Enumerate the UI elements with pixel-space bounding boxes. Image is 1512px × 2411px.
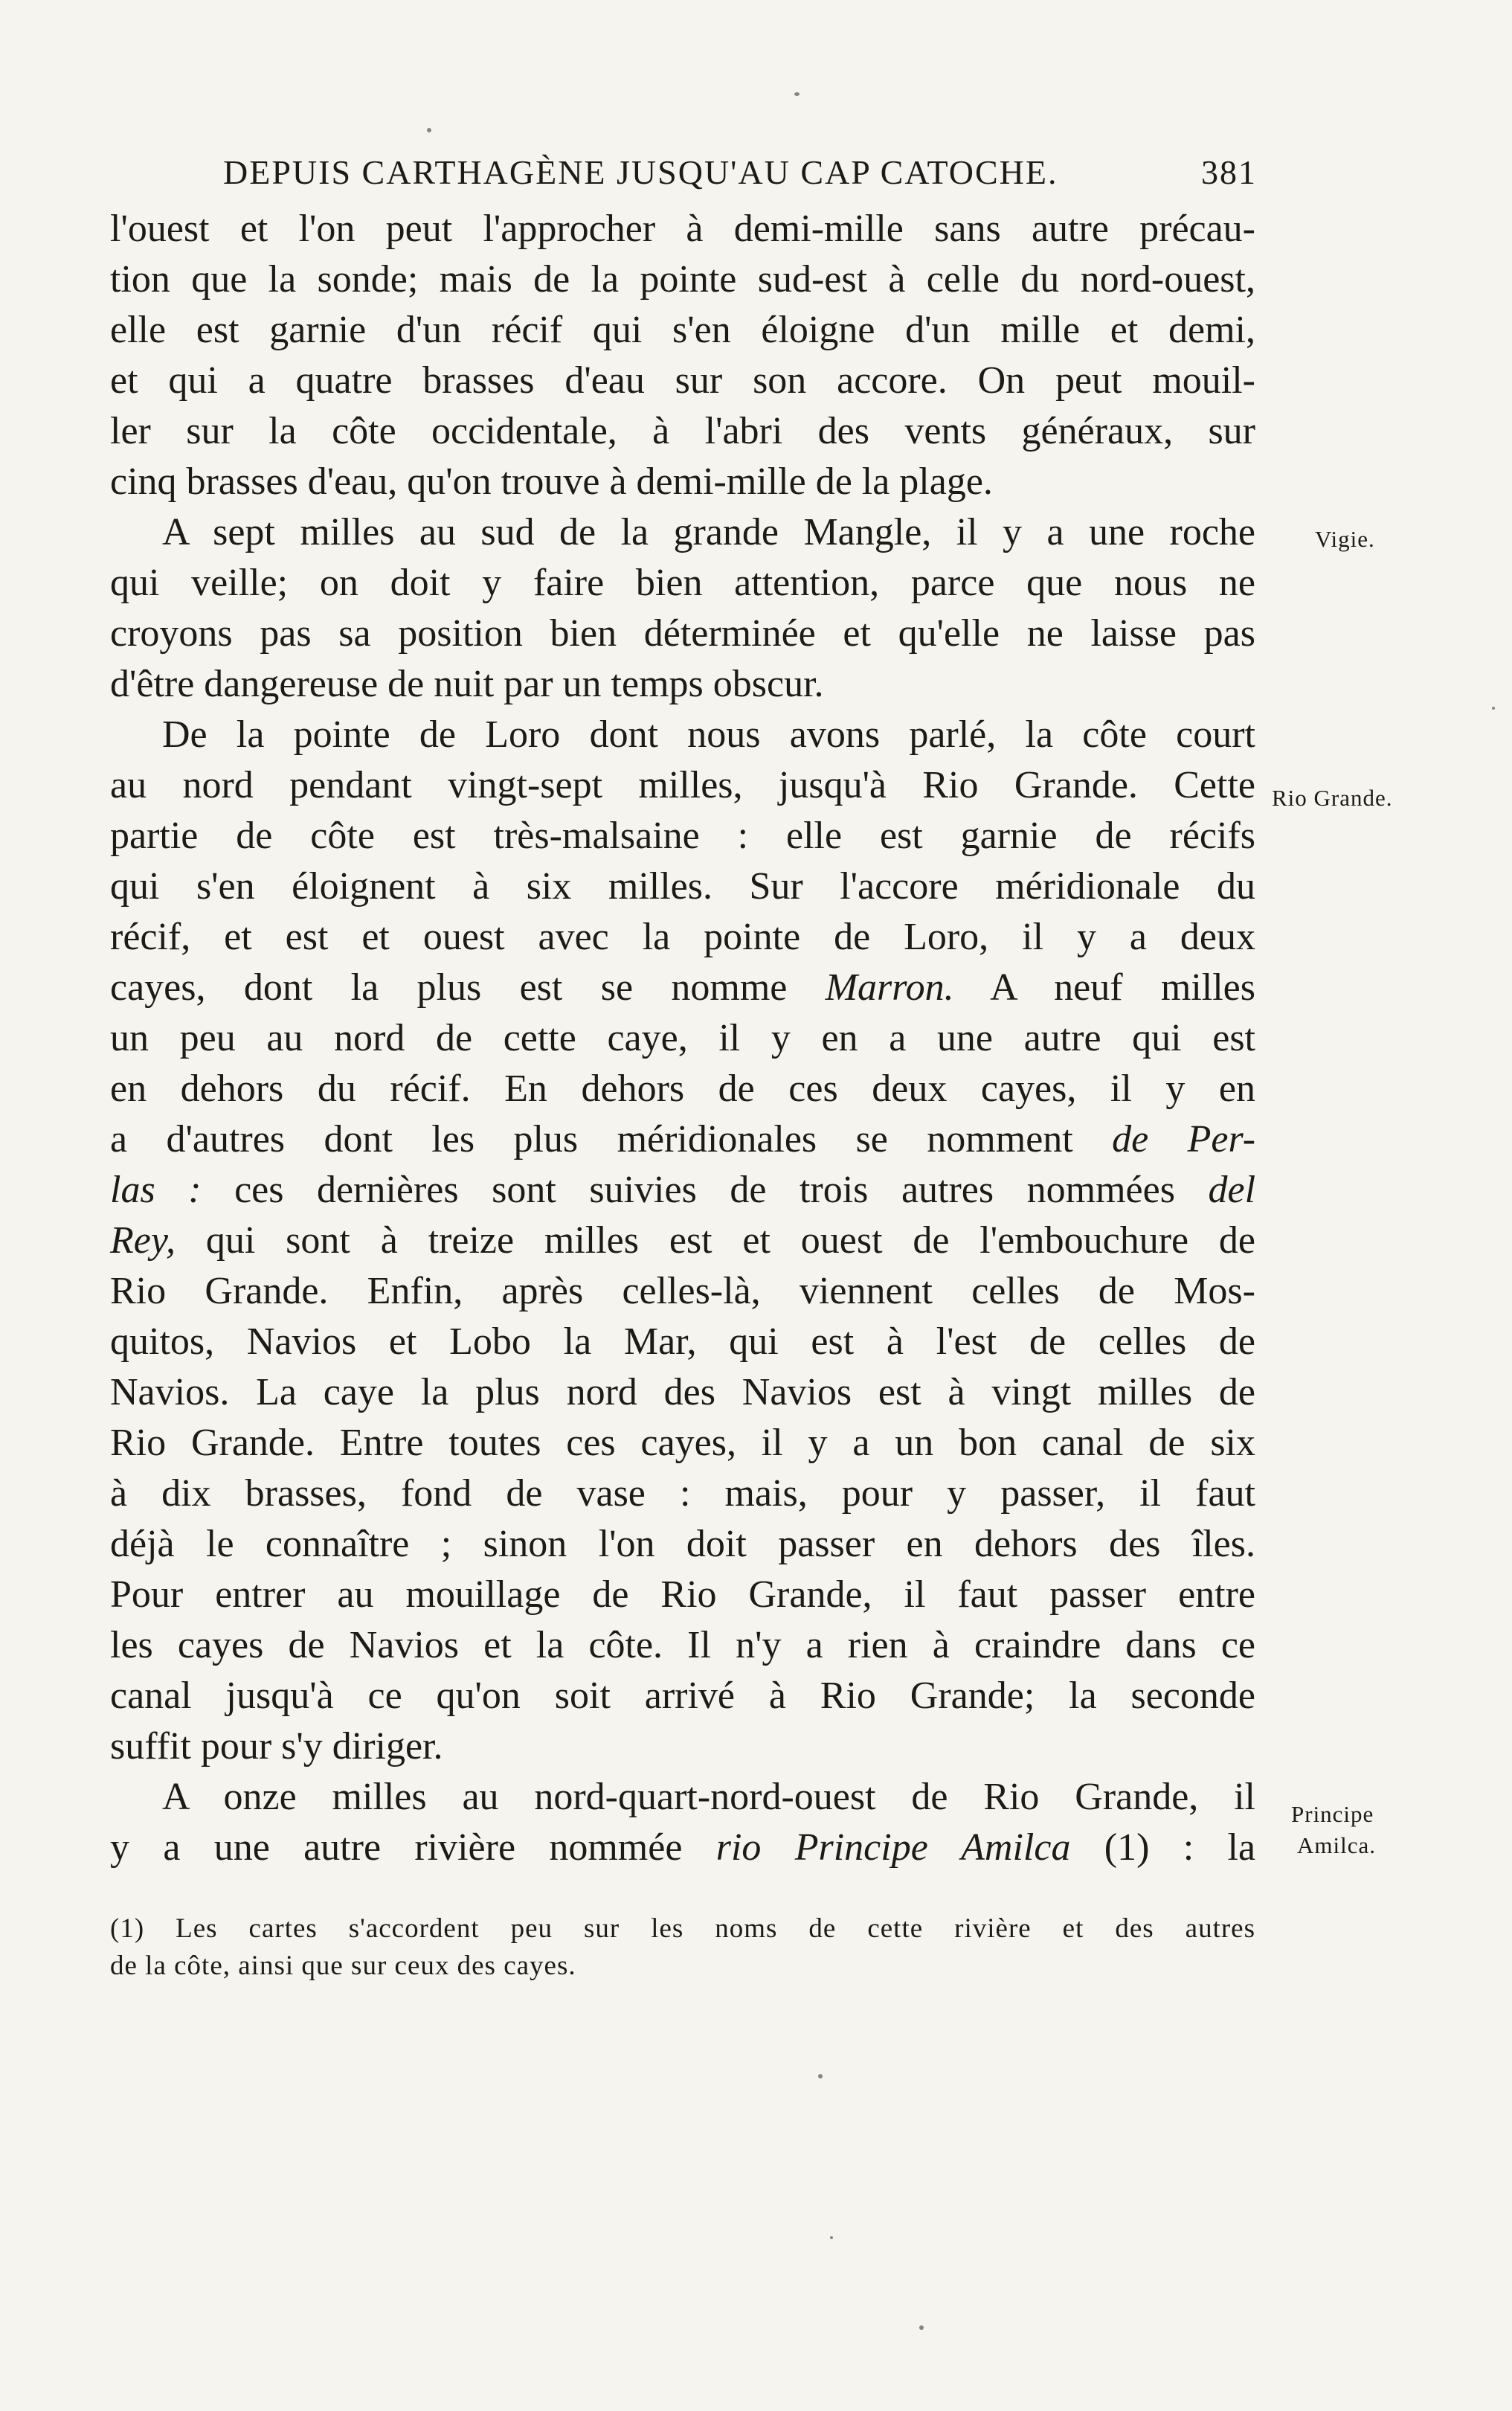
- page-number: 381: [1201, 153, 1257, 191]
- text-line: canal jusqu'à ce qu'on soit arrivé à Rio Grande; la seconde: [110, 1675, 1255, 1717]
- italic-name: Rey,: [110, 1219, 176, 1262]
- footnote-line: (1) Les cartes s'accordent peu sur les noms de cette rivière et des autres: [110, 1913, 1255, 1944]
- text-line: et qui a quatre brasses d'eau sur son accore. On peut mouil-: [110, 359, 1255, 402]
- text-line: [110, 1165, 1255, 1216]
- text-line: Pour entrer au mouillage de Rio Grande, il faut passer entre: [110, 1573, 1255, 1616]
- italic-name: rio Principe Amilca: [715, 1826, 1071, 1869]
- text-segment: a d'autres dont les plus méridionales se nomment: [110, 1118, 1073, 1160]
- text-segment: ces dernières sont suivies de trois autres nommées: [234, 1169, 1175, 1211]
- text-line: les cayes de Navios et la côte. Il n'y a rien à craindre dans ce: [110, 1624, 1255, 1666]
- paper-speck: [1492, 707, 1495, 710]
- text-line: [110, 963, 1255, 1013]
- text-line: d'être dangereuse de nuit par un temps obscur.: [110, 663, 824, 705]
- text-line: A sept milles au sud de la grande Mangle, il y a une roche: [162, 511, 1255, 553]
- paper-speck: [919, 2325, 924, 2330]
- text-line: récif, et est et ouest avec la pointe de Loro, il y a deux: [110, 916, 1255, 958]
- text-line: [110, 1823, 1255, 1873]
- footnote: [110, 1910, 1255, 1985]
- text-line: elle est garnie d'un récif qui s'en éloigne d'un mille et demi,: [110, 309, 1255, 351]
- paper-speck: [830, 2236, 833, 2239]
- italic-name: del: [1208, 1169, 1256, 1211]
- text-line: Rio Grande. Enfin, après celles-là, viennent celles de Mos-: [110, 1270, 1255, 1312]
- margin-note-amilca: Amilca.: [1297, 1832, 1376, 1858]
- paper-speck: [794, 92, 800, 96]
- text-line: qui veille; on doit y faire bien attention, parce que nous ne: [110, 562, 1255, 604]
- text-segment: cayes, dont la plus est se nomme: [110, 966, 788, 1009]
- running-title: DEPUIS CARTHAGÈNE JUSQU'AU CAP CATOCHE.: [223, 153, 1058, 191]
- text-segment: y a une autre rivière nommée: [110, 1826, 683, 1869]
- text-line: croyons pas sa position bien déterminée et qu'elle ne laisse pas: [110, 612, 1255, 655]
- text-line: suffit pour s'y diriger.: [110, 1725, 443, 1768]
- text-line: partie de côte est très-malsaine : elle est garnie de récifs: [110, 815, 1255, 857]
- text-line: ler sur la côte occidentale, à l'abri des vents généraux, sur: [110, 410, 1255, 452]
- margin-note-vigie: Vigie.: [1315, 526, 1375, 552]
- text-line: déjà le connaître ; sinon l'on doit passer en dehors des îles.: [110, 1523, 1255, 1565]
- text-segment: A neuf milles: [990, 966, 1256, 1009]
- paper-speck: [427, 128, 431, 132]
- text-segment: qui sont à treize milles est et ouest de l'embouchure de: [205, 1219, 1256, 1262]
- text-line: qui s'en éloignent à six milles. Sur l'accore méridionale du: [110, 865, 1255, 908]
- text-line: Rio Grande. Entre toutes ces cayes, il y a un bon canal de six: [110, 1422, 1255, 1464]
- paper-speck: [818, 2074, 823, 2078]
- text-line: tion que la sonde; mais de la pointe sud-est à celle du nord-ouest,: [110, 258, 1255, 301]
- margin-note-principe: Principe: [1291, 1801, 1374, 1827]
- text-line: De la pointe de Loro dont nous avons parlé, la côte court: [162, 713, 1255, 756]
- text-line: Navios. La caye la plus nord des Navios est à vingt milles de: [110, 1371, 1255, 1413]
- text-line: [110, 1216, 1255, 1266]
- text-line: [110, 1114, 1255, 1165]
- italic-name: Marron.: [825, 966, 954, 1009]
- text-segment: (1) : la: [1104, 1826, 1256, 1869]
- main-text: [110, 204, 1255, 1873]
- text-line: l'ouest et l'on peut l'approcher à demi-mille sans autre précau-: [110, 208, 1255, 250]
- margin-note-rio-grande: Rio Grande.: [1272, 785, 1393, 811]
- footnote-line: de la côte, ainsi que sur ceux des cayes.: [110, 1951, 576, 1981]
- running-header: [223, 146, 1257, 199]
- italic-name: de Per-: [1112, 1118, 1256, 1160]
- text-line: au nord pendant vingt-sept milles, jusqu'à Rio Grande. Cette: [110, 764, 1255, 806]
- text-line: à dix brasses, fond de vase : mais, pour y passer, il faut: [110, 1472, 1255, 1515]
- italic-name: las :: [110, 1169, 202, 1211]
- text-line: quitos, Navios et Lobo la Mar, qui est à l'est de celles de: [110, 1320, 1255, 1363]
- text-line: cinq brasses d'eau, qu'on trouve à demi-mille de la plage.: [110, 460, 993, 503]
- text-line: en dehors du récif. En dehors de ces deux cayes, il y en: [110, 1068, 1255, 1110]
- text-line: A onze milles au nord-quart-nord-ouest de Rio Grande, il: [162, 1776, 1255, 1818]
- text-line: un peu au nord de cette caye, il y en a une autre qui est: [110, 1017, 1255, 1059]
